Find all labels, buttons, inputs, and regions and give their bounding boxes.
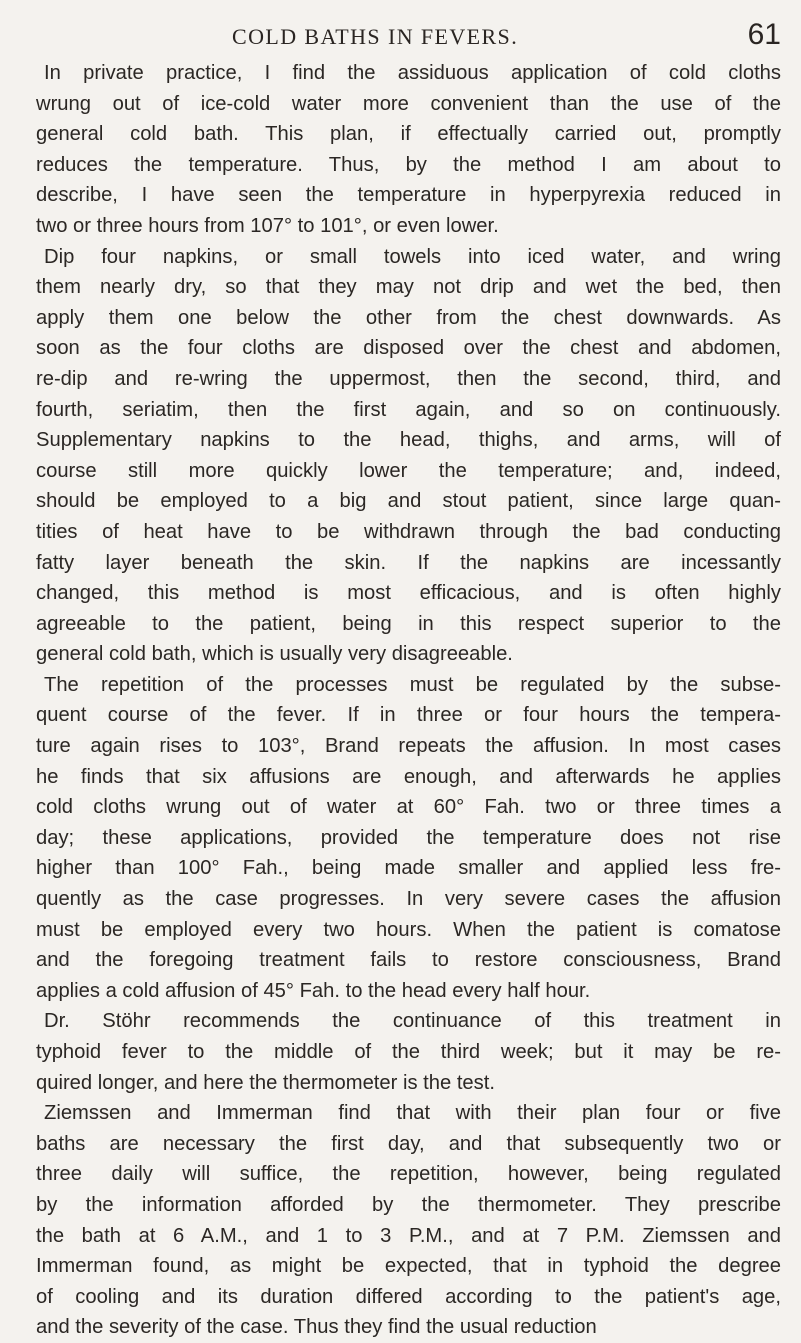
paragraph [36,670,781,1007]
text-line: general cold bath, which is usually very disagreeable. [36,643,513,666]
text-line: them nearly dry, so that they may not drip and wet the bed, then [36,276,781,299]
text-line: Dr. Stöhr recommends the continuance of this treatment in [44,1010,781,1033]
page-header [36,18,781,54]
text-line: Ziemssen and Immerman find that with their plan four or five [44,1102,781,1125]
text-line: applies a cold affusion of 45° Fah. to the head every half hour. [36,979,591,1002]
text-line: typhoid fever to the middle of the third week; but it may be re- [36,1041,781,1063]
text-line: reduces the temperature. Thus, by the method I am about to [36,153,781,176]
text-line: Dip four napkins, or small towels into iced water, and wring [44,245,781,268]
text-line: fourth, seriatim, then the first again, and so on continuously. [36,398,781,421]
text-line: soon as the four cloths are disposed over the chest and abdomen, [36,337,781,360]
text-line: course still more quickly lower the temperature; and, indeed, [36,459,781,482]
text-line: tities of heat have to be withdrawn through the bad conducting [36,520,781,543]
text-line: should be employed to a big and stout patient, since large quan- [36,490,781,513]
text-line: two or three hours from 107° to 101°, or even lower. [36,214,499,237]
text-line: of cooling and its duration differed according to the patient's age, [36,1285,781,1308]
text-line: fatty layer beneath the skin. If the napkins are incessantly [36,551,781,574]
text-line: Immerman found, as might be expected, that in typhoid the degree [36,1255,781,1278]
text-line: baths are necessary the first day, and that subsequently two or [36,1132,781,1155]
paragraph [36,1098,781,1343]
paragraph [36,242,781,670]
text-line: cold cloths wrung out of water at 60° Fah. two or three times a [36,796,781,819]
text-line: day; these applications, provided the temperature does not rise [36,826,781,849]
text-line: he finds that six affusions are enough, and afterwards he applies [36,765,781,788]
text-line: wrung out of ice-cold water more convenient than the use of the [36,92,781,115]
text-line: re-dip and re-wring the uppermost, then the second, third, and [36,367,781,390]
text-line: apply them one below the other from the chest downwards. As [36,306,781,329]
paragraph [36,58,781,242]
text-line: describe, I have seen the temperature in hyperpyrexia reduced in [36,184,781,207]
text-line: quired longer, and here the thermometer is the test. [36,1071,495,1094]
text-line: and the severity of the case. Thus they find the usual reduction [36,1316,597,1339]
text-line: agreeable to the patient, being in this respect superior to the [36,612,781,635]
text-line: higher than 100° Fah., being made smaller and applied less fre- [36,857,781,880]
text-line: The repetition of the processes must be regulated by the subse- [44,673,781,696]
text-line: Supplementary napkins to the head, thighs, and arms, will of [36,429,781,452]
text-line: general cold bath. This plan, if effectually carried out, promptly [36,123,781,146]
text-line: quent course of the fever. If in three or four hours the tempera- [36,704,781,727]
text-line: changed, this method is most efficacious, and is often highly [36,582,781,605]
paragraph [36,1006,781,1098]
text-line: the bath at 6 A.M., and 1 to 3 P.M., and at 7 P.M. Ziemssen and [36,1224,781,1247]
text-line: ture again rises to 103°, Brand repeats the affusion. In most cases [36,735,781,758]
running-head: COLD BATHS IN FEVERS. [232,24,519,49]
text-line: by the information afforded by the thermometer. They prescribe [36,1193,781,1216]
text-line: must be employed every two hours. When the patient is comatose [36,918,781,941]
body-text [36,58,781,1343]
text-line: and the foregoing treatment fails to restore consciousness, Brand [36,949,781,972]
text-line: In private practice, I find the assiduous application of cold cloths [44,62,781,84]
text-line: three daily will suffice, the repetition, however, being regulated [36,1163,781,1186]
text-line: quently as the case progresses. In very severe cases the affusion [36,888,781,911]
page-number: 61 [747,18,781,51]
